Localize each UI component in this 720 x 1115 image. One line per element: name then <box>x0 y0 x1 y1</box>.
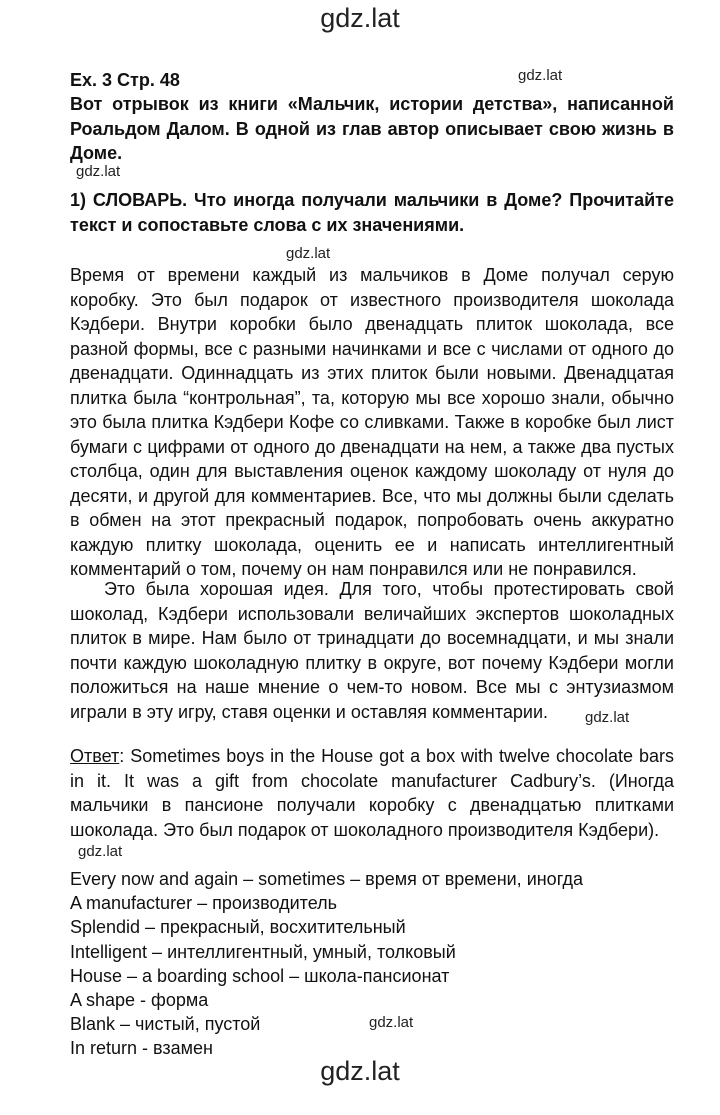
watermark-top: gdz.lat <box>320 3 400 33</box>
exercise-reference: Ex. 3 Стр. 48 <box>70 70 180 90</box>
watermark: gdz.lat <box>369 1014 414 1031</box>
vocabulary-list <box>70 867 583 1061</box>
watermark-bottom: gdz.lat <box>320 1056 400 1086</box>
passage-paragraph-1: Время от времени каждый из мальчиков в Доме получал серую коробку. Это был подарок от известного производителя шоколада Кэдбери. Внутри коробки было двенадцать плиток шоколада, все разной формы, все с разными начинками и все с числами от одного до двенадцати. Одиннадцать из этих плиток были новыми. Двенадцатая плитка была “контрольная”, та, которую мы все хорошо знали, обычно это была плитка Кэдбери Кофе со сливками. Также в коробке был лист бумаги с цифрами от одного до двенадцати на нем, а также два пустых столбца, один для выставления оценок каждому шоколаду от нуля до десяти, и другой для комментариев. Все, что мы должны были сделать в обмен на этот прекрасный подарок, попробовать очень аккуратно каждую плитку шоколада, оценить ее и написать интеллигентный комментарий о том, почему он нам понравился или не понравился. <box>70 265 674 579</box>
watermark: gdz.lat <box>78 843 123 860</box>
vocabulary-item: Splendid – прекрасный, восхитительный <box>70 917 406 938</box>
vocabulary-item: Every now and again – sometimes – время от времени, иногда <box>70 869 583 889</box>
watermark: gdz.lat <box>585 709 630 726</box>
answer-label: Ответ <box>70 746 120 766</box>
intro-text: Вот отрывок из книги «Мальчик, истории детства», написанной Роальдом Далом. В одной из глав автор описывает свою жизнь в Доме. <box>70 94 674 163</box>
answer-block <box>70 744 674 842</box>
watermark: gdz.lat <box>76 163 121 180</box>
answer-text: : Sometimes boys in the House got a box with twelve chocolate bars in it. It was a gift from chocolate manufacturer Cadbury’s. (Иногда мальчики в пансионе получали коробку с двенадцатью плитками шоколада. Это был подарок от шоколадного производителя Кэдбери). <box>70 746 674 840</box>
vocabulary-item: A manufacturer – производитель <box>70 893 338 914</box>
task-heading: 1) СЛОВАРЬ. Что иногда получали мальчики в Доме? Прочитайте текст и сопоставьте слова с их значениями. <box>70 190 674 235</box>
passage-paragraph-2: Это была хорошая идея. Для того, чтобы протестировать свой шоколад, Кэдбери использовали величайших экспертов шоколадных плиток в мире. Нам было от тринадцати до восемнадцати, и мы знали почти каждую шоколадную плитку в округе, вот почему Кэдбери могли положиться на наше мнение о чем-то новом. Все мы с энтузиазмом играли в эту игру, ставя оценки и оставляя комментарии. <box>70 579 674 722</box>
vocabulary-item: In return - взамен <box>70 1038 213 1059</box>
watermark: gdz.lat <box>518 67 563 84</box>
vocabulary-item: Blank – чистый, пустой <box>70 1014 261 1035</box>
vocabulary-item: Intelligent – интеллигентный, умный, толковый <box>70 941 456 962</box>
watermark: gdz.lat <box>286 245 331 262</box>
vocabulary-item: House – a boarding school – школа-пансионат <box>70 965 450 986</box>
vocabulary-item: A shape - форма <box>70 990 209 1011</box>
